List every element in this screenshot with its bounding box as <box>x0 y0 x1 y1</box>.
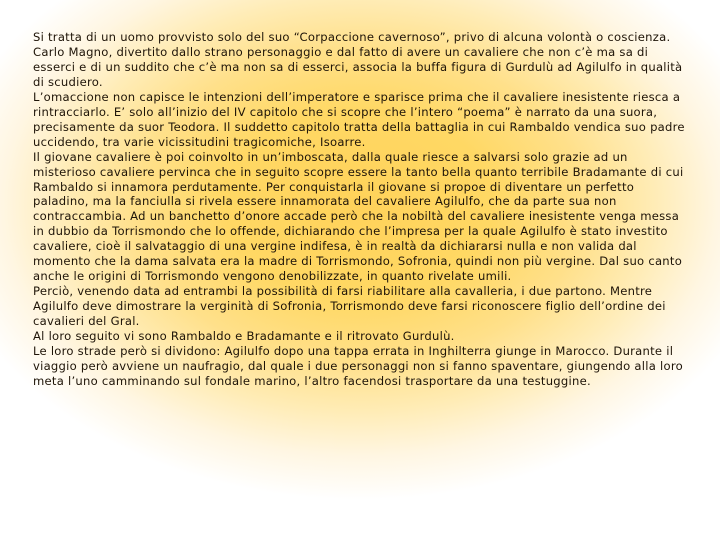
slide-text-body <box>33 30 693 389</box>
paragraph-3: Il giovane cavaliere è poi coinvolto in un’imboscata, dalla quale riesce a salvarsi solo grazie ad un misterioso cavaliere pervinca che in seguito scopre essere la tanto bella quanto terribile Bradamante di cui Rambaldo si innamora perdutamente. Per conquistarla il giovane si propoe di diventare un perfetto paladino, ma la fanciulla si rivela essere innamorata del cavaliere Agilulfo, che da parte sua non contraccambia. Ad un banchetto d’onore accade però che la nobiltà del cavaliere inesistente venga messa in dubbio da Torrismondo che lo offende, dichiarando che l’impresa per la quale Agilulfo è stato investito cavaliere, cioè il salvataggio di una vergine indifesa, è in realtà da dichiararsi nulla e non valida dal momento che la dama salvata era la madre di Torrismondo, Sofronia, quindi non più vergine. Dal suo canto anche le origini di Torrismondo vengono denobilizzate, in quanto rivelate umili. <box>33 149 684 284</box>
paragraph-6: Le loro strade però si dividono: Agilulfo dopo una tappa errata in Inghilterra giunge in Marocco. Durante il viaggio però avviene un naufragio, dal quale i due personaggi non si fanno spaventare, giungendo alla loro meta l’uno camminando sul fondale marino, l’altro facendosi trasportare da una testuggine. <box>33 344 683 388</box>
paragraph-5: Al loro seguito vi sono Rambaldo e Bradamante e il ritrovato Gurdulù. <box>33 329 455 344</box>
paragraph-1: Si tratta di un uomo provvisto solo del suo “Corpaccione cavernoso”, privo di alcuna volontà o coscienza. Carlo Magno, divertito dallo strano personaggio e dal fatto di avere un cavaliere che non c’è ma sa di esserci e di un suddito che c’è ma non sa di esserci, associa la buffa figura di Gurdulù ad Agilulfo in qualità di scudiero. <box>33 30 683 89</box>
paragraph-2: L’omaccione non capisce le intenzioni dell’imperatore e sparisce prima che il cavaliere inesistente riesca a rintracciarlo. E’ solo all’inizio del IV capitolo che si scopre che l’intero “poema” è narrato da una suora, precisamente da suor Teodora. Il suddetto capitolo tratta della battaglia in cui Rambaldo vendica suo padre uccidendo, tra varie vicissitudini tragicomiche, Isoarre. <box>33 89 685 149</box>
paragraph-4: Perciò, venendo data ad entrambi la possibilità di farsi riabilitare alla cavalleria, i due partono. Mentre Agilulfo deve dimostrare la verginità di Sofronia, Torrismondo deve farsi riconoscere figlio dell’ordine dei cavalieri del Gral. <box>33 284 666 329</box>
